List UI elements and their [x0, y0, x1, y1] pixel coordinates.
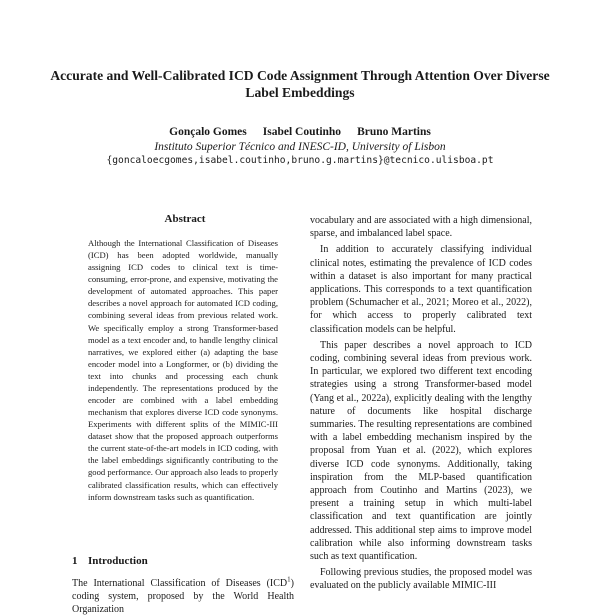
author-name: Isabel Coutinho — [262, 126, 342, 138]
paragraph: Following previous studies, the proposed model was evaluated on the publicly available MIMIC-III — [310, 567, 532, 592]
introduction-text — [72, 577, 294, 616]
author-emails: {goncaloecgomes,isabel.coutinho,bruno.g.martins}@tecnico.ulisboa.pt — [106, 155, 494, 166]
paper-title: Accurate and Well-Calibrated ICD Code Assignment Through Attention Over Diverse Label Embeddings — [50, 68, 550, 100]
footnote-mark[interactable]: 1 — [287, 575, 291, 584]
abstract-text: Although the International Classification of Diseases (ICD) has been adopted worldwide, manually assigning ICD codes to clinical text is time-consuming, error-prone, and expensive, motivating the development of automated approaches. This paper describes a novel approach for automated ICD coding, combining several ideas from previous related work. We specifically employ a strong Transformer-based model as a text encoder and, to handle lengthy clinical narratives, we explored either (a) adapting the base encoder model into a Longformer, or (b) dividing the text into chunks and processing each chunk independently. The representations produced by the encoder are combined with a label embedding mechanism that explores diverse ICD code synonyms. Experiments with different splits of the MIMIC-III dataset show that the proposed approach outperforms the current state-of-the-art models in ICD coding, with the label embeddings significantly contributing to the good performance. Our approach also leads to properly calibrated classification results, which can effectively inform downstream tasks such as quantification. — [88, 238, 278, 502]
author-list — [40, 125, 560, 139]
section-title: Introduction — [88, 555, 148, 567]
author-name: Bruno Martins — [357, 126, 431, 138]
right-column — [310, 214, 532, 596]
abstract-heading: Abstract — [164, 213, 206, 225]
paragraph: vocabulary and are associated with a high dimensional, sparse, and imbalanced label space. — [310, 215, 532, 240]
paragraph: In addition to accurately classifying individual clinical notes, estimating the prevalence of ICD codes within a dataset is also important for many practical applications. This corresponds to a text quantification problem (Schumacher et al., 2021; Moreo et al., 2022), for which access to properly calibrated text classification models can be helpful. — [310, 244, 532, 335]
section-number: 1 — [72, 555, 78, 567]
section-heading-introduction — [72, 555, 292, 568]
intro-text-part: ) coding system, proposed by the World Health Organization — [72, 578, 294, 615]
paragraph: This paper describes a novel approach to ICD coding, combining several ideas from previous work. In particular, we explored two different text encoding strategies using a strong Transformer-based model (Yang et al., 2022a), explicitly dealing with the lengthy nature of documents like hospital discharge summaries. The resulting representations are combined with a label embedding mechanism inspired by the proposal from Yuan et al. (2022), which explores diverse ICD code synonyms. Additionally, taking inspiration from the MLP-based quantification approach from Coutinho and Martins (2023), we present a training setup in which multi-label classification and text quantification are jointly addressed. This additional step aims to improve model calibration while also informing downstream tasks such as text quantification. — [310, 339, 532, 563]
author-affiliation: Instituto Superior Técnico and INESC-ID, University of Lisbon — [154, 141, 446, 153]
author-name: Gonçalo Gomes — [169, 126, 247, 138]
intro-text-part: The International Classification of Diseases (ICD — [72, 578, 288, 589]
